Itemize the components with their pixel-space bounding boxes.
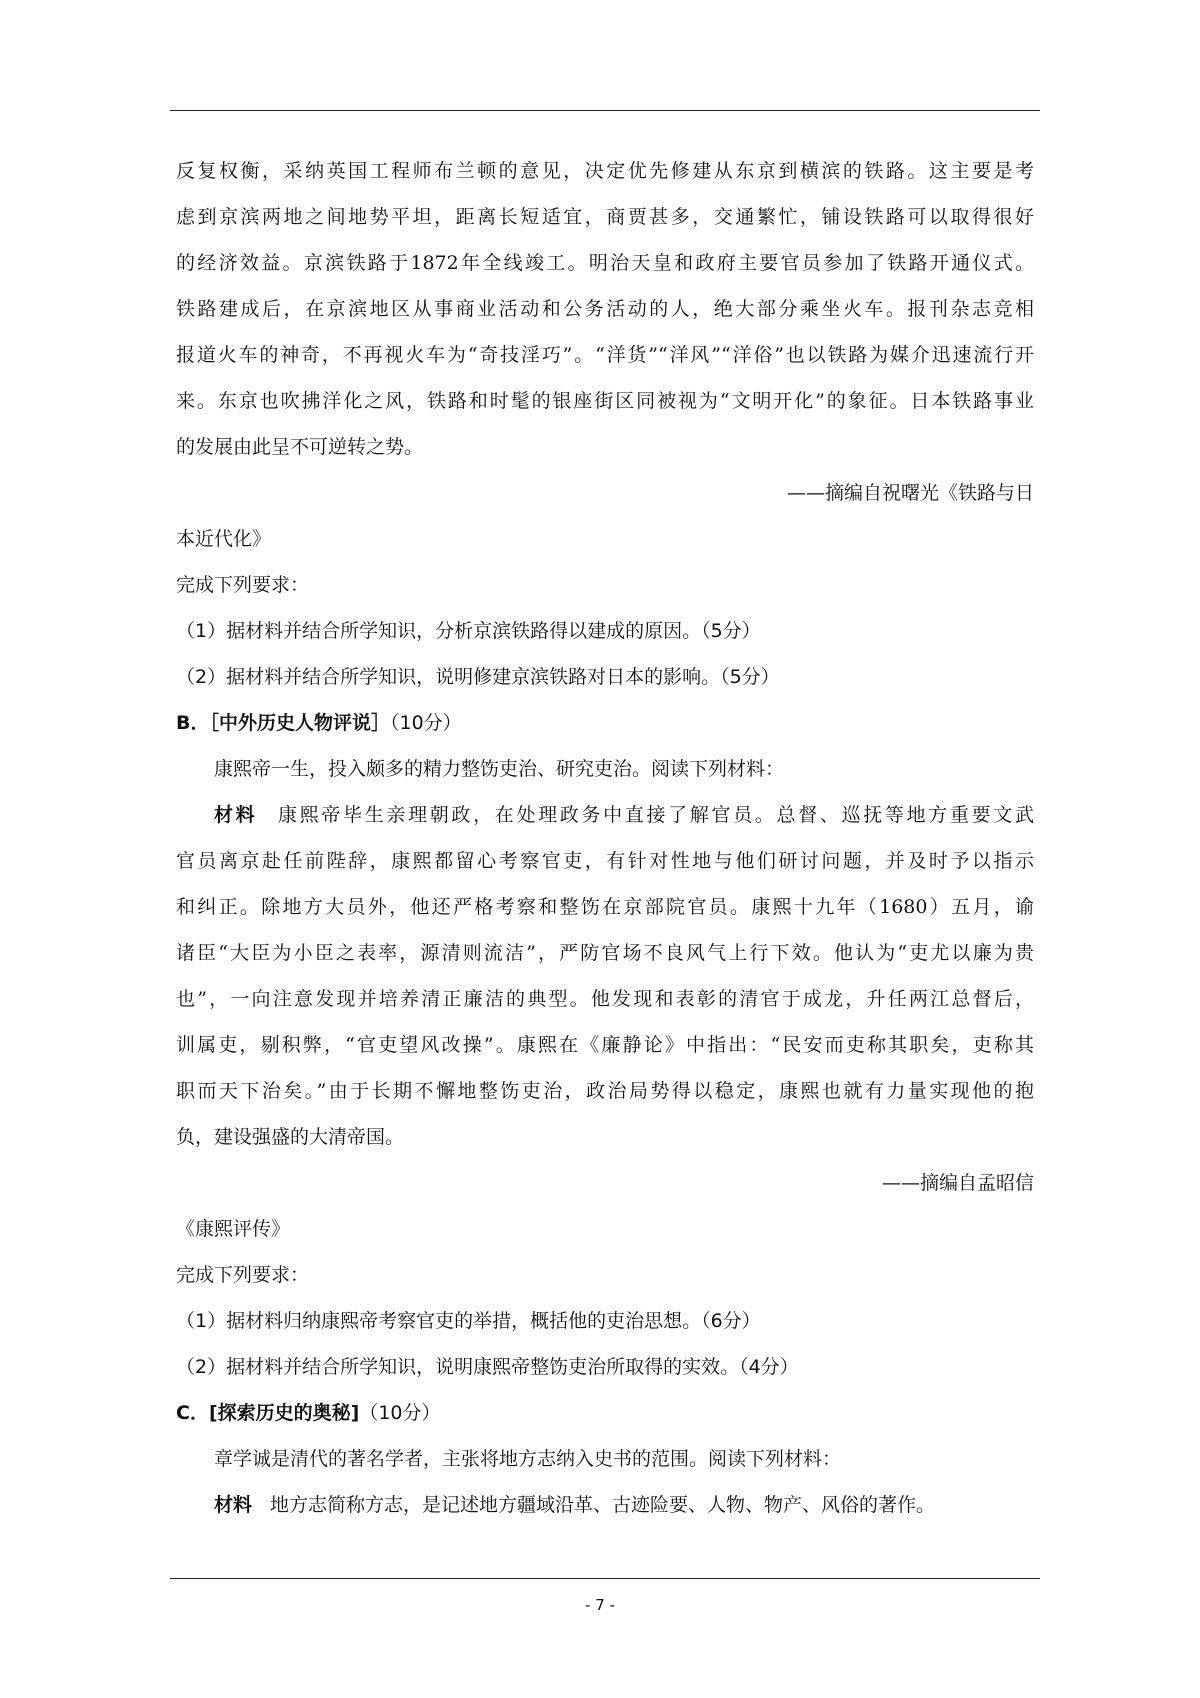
section-b-question-1: （1）据材料归纳康熙帝考察官吏的举措，概括他的吏治思想。（6分） bbox=[176, 1310, 761, 1332]
section-b-material-line-8: 负，建设强盛的大清帝国。 bbox=[176, 1126, 405, 1148]
section-c-score: （10分） bbox=[359, 1402, 441, 1424]
section-b-material-line-2: 官员离京赴任前陛辞，康熙都留心考察官吏，有针对性地与他们研讨问题，并及时予以指示 bbox=[176, 850, 1034, 872]
material-a-line-3: 的经济效益。京滨铁路于1872年全线竣工。明治天皇和政府主要官员参加了铁路开通仪式。 bbox=[176, 252, 1034, 274]
section-c-material-label: 材料 bbox=[214, 1494, 253, 1516]
section-b-material-text: 康熙帝毕生亲理朝政，在处理政务中直接了解官员。总督、巡抚等地方重要文武 bbox=[275, 804, 1034, 826]
material-a-source-cont: 本近代化》 bbox=[176, 528, 272, 550]
page-number: - 7 - bbox=[585, 1596, 615, 1614]
section-b-heading bbox=[176, 700, 1034, 746]
material-a-line-2: 虑到京滨两地之间地势平坦，距离长短适宜，商贾甚多，交通繁忙，铺设铁路可以取得很好 bbox=[176, 206, 1034, 228]
section-c-intro: 章学诚是清代的著名学者，主张将地方志纳入史书的范围。阅读下列材料： bbox=[214, 1448, 842, 1470]
section-c-heading bbox=[176, 1390, 1034, 1436]
section-b-material-line-7: 职而天下治矣。”由于长期不懈地整饬吏治，政治局势得以稳定，康熙也就有力量实现他的抱 bbox=[176, 1080, 1034, 1102]
section-c-material-text: 地方志简称方志，是记述地方疆域沿革、古迹险要、人物、物产、风俗的著作。 bbox=[270, 1494, 936, 1516]
material-a-question-2: （2）据材料并结合所学知识，说明修建京滨铁路对日本的影响。（5分） bbox=[176, 666, 780, 688]
material-a-line-7: 的发展由此呈不可逆转之势。 bbox=[176, 436, 424, 458]
section-b-source-cont: 《康熙评传》 bbox=[176, 1218, 291, 1240]
section-b-intro: 康熙帝一生，投入颇多的精力整饬吏治、研究吏治。阅读下列材料： bbox=[214, 758, 785, 780]
section-b-material-line-3: 和纠正。除地方大员外，他还严格考察和整饬在京部院官员。康熙十九年（1680）五月，谕 bbox=[176, 896, 1034, 918]
header-rule bbox=[170, 110, 1040, 111]
section-b-title: ［中外历史人物评说］ bbox=[209, 712, 390, 734]
page-body bbox=[176, 148, 1034, 1528]
section-b-material-label: 材料 bbox=[214, 804, 258, 826]
material-a-line-4: 铁路建成后，在京滨地区从事商业活动和公务活动的人，绝大部分乘坐火车。报刊杂志竞相 bbox=[176, 298, 1034, 320]
footer-rule bbox=[170, 1578, 1040, 1579]
material-a-line-5: 报道火车的神奇，不再视火车为“奇技淫巧”。“洋货”“洋风”“洋俗”也以铁路为媒介迅速流行开 bbox=[176, 344, 1034, 366]
material-a-line-6: 来。东京也吹拂洋化之风，铁路和时髦的银座街区同被视为“文明开化”的象征。日本铁路事业 bbox=[176, 390, 1034, 412]
material-a-question-1: （1）据材料并结合所学知识，分析京滨铁路得以建成的原因。（5分） bbox=[176, 620, 761, 642]
section-b-letter: B． bbox=[176, 712, 210, 734]
material-a-line-1: 反复权衡，采纳英国工程师布兰顿的意见，决定优先修建从东京到横滨的铁路。这主要是考 bbox=[176, 160, 1034, 182]
section-c-letter: C． bbox=[176, 1402, 209, 1424]
section-c-material-line-1 bbox=[176, 1482, 1034, 1528]
section-b-material-line-1 bbox=[176, 792, 1034, 838]
material-a-source: ——摘编自祝曙光《铁路与日 bbox=[786, 482, 1034, 504]
section-c-title: [探索历史的奥秘] bbox=[208, 1402, 360, 1424]
material-a-requirements: 完成下列要求： bbox=[176, 574, 310, 596]
section-b-score: （10分） bbox=[390, 712, 462, 734]
section-b-question-2: （2）据材料并结合所学知识，说明康熙帝整饬吏治所取得的实效。（4分） bbox=[176, 1356, 799, 1378]
section-b-material-line-4: 诸臣“大臣为小臣之表率，源清则流洁”，严防官场不良风气上行下效。他认为“吏尤以廉为贵 bbox=[176, 942, 1034, 964]
section-b-requirements: 完成下列要求： bbox=[176, 1264, 310, 1286]
section-b-material-line-5: 也”，一向注意发现并培养清正廉洁的典型。他发现和表彰的清官于成龙，升任两江总督后， bbox=[176, 988, 1034, 1010]
section-b-material-line-6: 训属吏，剔积弊，“官吏望风改操”。康熙在《廉静论》中指出：“民安而吏称其职矣，吏称其 bbox=[176, 1034, 1034, 1056]
section-b-source: ——摘编自孟昭信 bbox=[881, 1172, 1034, 1194]
